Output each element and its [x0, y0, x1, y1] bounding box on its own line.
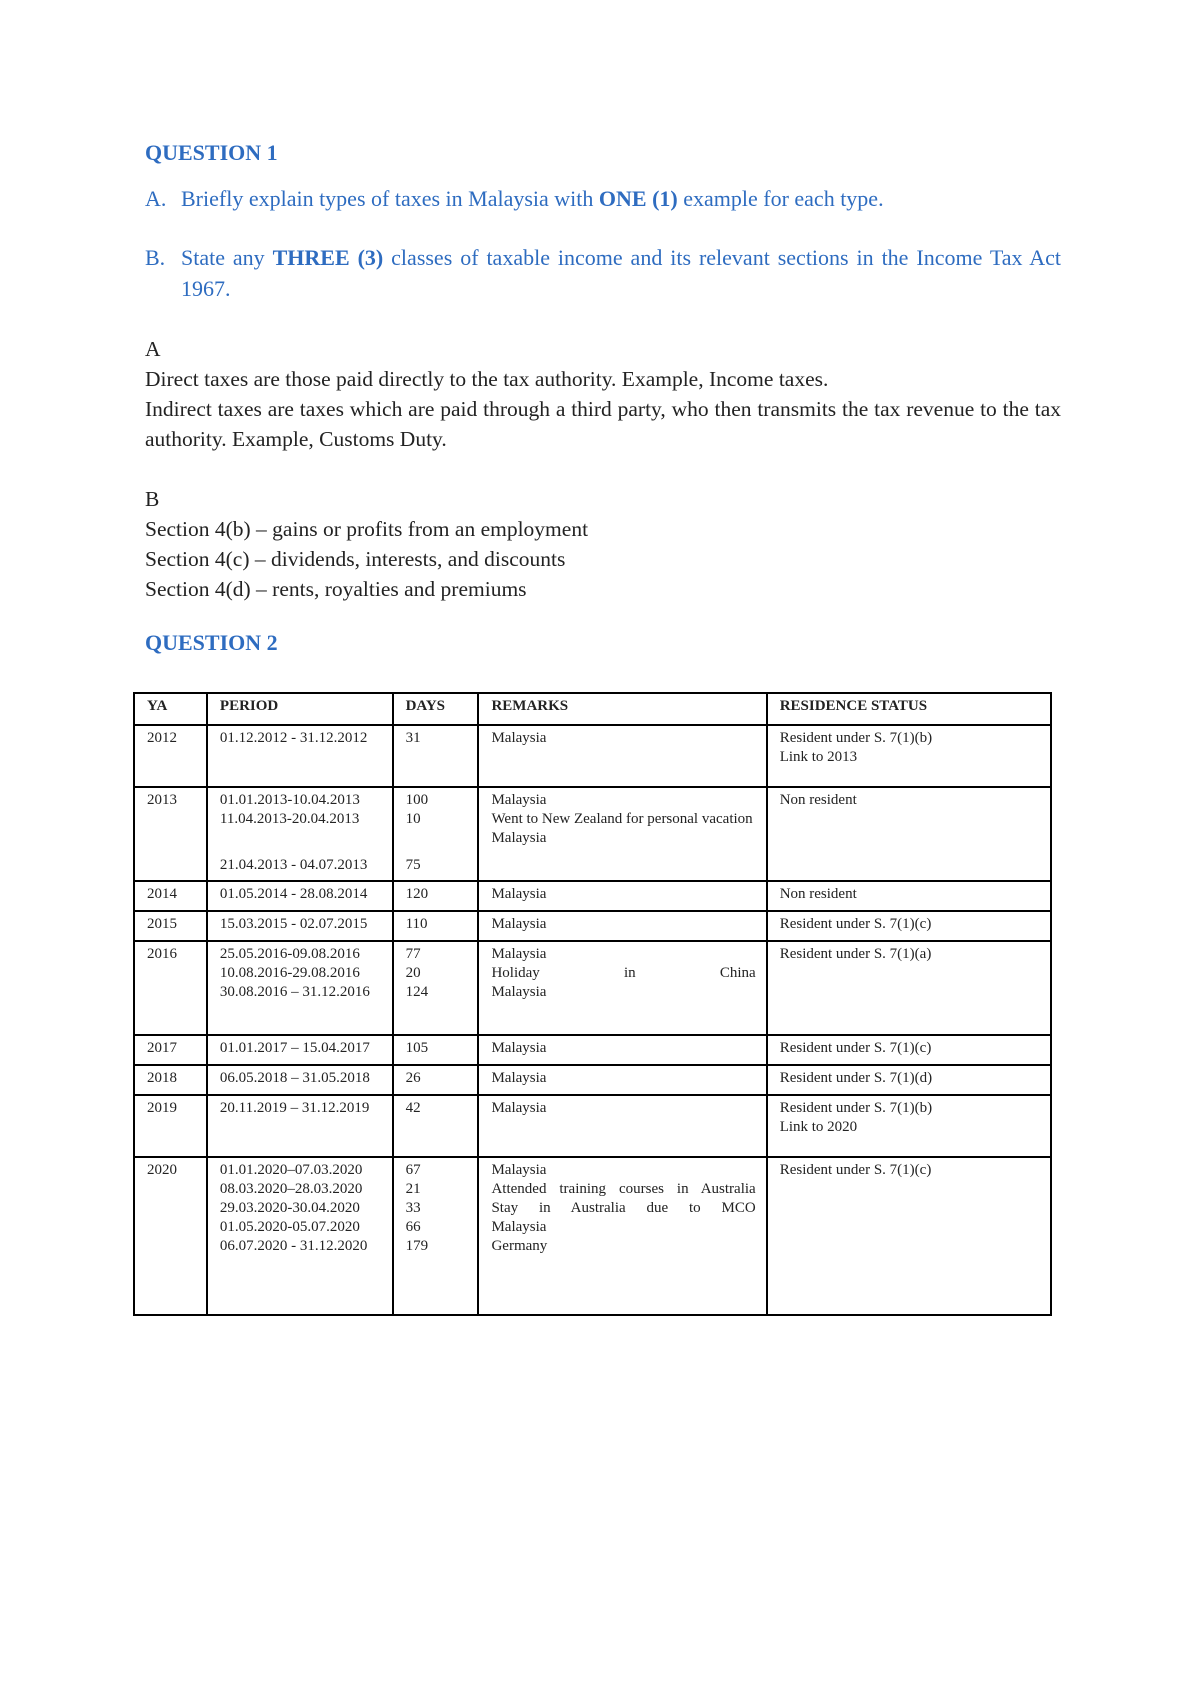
remarks-line: Malaysia: [491, 1219, 547, 1235]
remarks-line: Stay in Australia due to MCO: [491, 1200, 756, 1216]
days-line: 124: [405, 984, 429, 1000]
cell-period: [207, 1065, 393, 1095]
cell-remarks: [478, 1035, 766, 1065]
cell-ya: 2015: [134, 911, 207, 941]
cell-status: [767, 1095, 1051, 1157]
cell-remarks: [478, 911, 766, 941]
cell-status: [767, 1065, 1051, 1095]
period-line: 06.05.2018 – 31.05.2018: [219, 1070, 370, 1086]
days-line: 100: [405, 792, 429, 808]
period-line: 01.01.2017 – 15.04.2017: [219, 1040, 370, 1056]
cell-ya: 2014: [134, 881, 207, 911]
period-line: 08.03.2020–28.03.2020: [219, 1181, 363, 1197]
answer-a-heading: A: [145, 337, 161, 361]
status-line: Resident under S. 7(1)(d): [779, 1070, 933, 1086]
period-line: 15.03.2015 - 02.07.2015: [219, 916, 368, 932]
period-line: 30.08.2016 – 31.12.2016: [219, 984, 370, 1000]
days-line: 20: [405, 965, 421, 981]
remarks-line: Attended training courses in Australia: [491, 1181, 756, 1197]
answer-b-section-4b: Section 4(b) – gains or profits from an employment: [145, 517, 589, 541]
cell-days: [393, 911, 479, 941]
cell-days: [393, 941, 479, 1035]
status-line: Resident under S. 7(1)(a): [779, 946, 932, 962]
status-line: Non resident: [779, 886, 857, 902]
remarks-line: Malaysia: [491, 886, 547, 902]
remarks-line: Malaysia: [491, 792, 547, 808]
question-1a-label: A.: [145, 186, 167, 211]
answer-b-section-4d: Section 4(d) – rents, royalties and premiums: [145, 577, 527, 601]
answer-b-heading: B: [145, 487, 160, 511]
cell-ya: 2016: [134, 941, 207, 1035]
days-line: 105: [405, 1040, 429, 1056]
remarks-line: Malaysia: [491, 730, 547, 746]
remarks-line: Germany: [491, 1238, 548, 1254]
period-line: [220, 829, 382, 848]
cell-status: [767, 881, 1051, 911]
cell-status: [767, 911, 1051, 941]
header-ya: YA: [134, 693, 207, 725]
cell-days: [393, 1157, 479, 1315]
table-row: [134, 1157, 1051, 1315]
days-line: 77: [405, 946, 421, 962]
cell-ya: 2013: [134, 787, 207, 881]
days-line: 67: [405, 1162, 421, 1178]
question-1a-text-post: example for each type.: [683, 186, 884, 211]
period-line: 01.12.2012 - 31.12.2012: [219, 730, 368, 746]
cell-days: [393, 725, 479, 787]
cell-days: [393, 881, 479, 911]
question-1a-text-pre: Briefly explain types of taxes in Malaysia with: [181, 186, 594, 211]
cell-ya: 2012: [134, 725, 207, 787]
cell-period: [207, 725, 393, 787]
days-line: 110: [405, 916, 428, 932]
status-line: Resident under S. 7(1)(c): [779, 1162, 932, 1178]
period-line: 01.05.2020-05.07.2020: [219, 1219, 360, 1235]
header-remarks: REMARKS: [478, 693, 766, 725]
status-line: Resident under S. 7(1)(c): [779, 1040, 932, 1056]
cell-status: [767, 1157, 1051, 1315]
answer-a-indirect-taxes: Indirect taxes are taxes which are paid through a third party, who then transmits the tax revenue to the tax authority. Example, Customs Duty.: [145, 397, 1061, 451]
cell-days: [393, 1035, 479, 1065]
cell-remarks: [478, 1095, 766, 1157]
cell-period: [207, 881, 393, 911]
question-1b: [145, 242, 1061, 304]
status-line: Resident under S. 7(1)(b): [779, 730, 933, 746]
cell-remarks: [478, 1157, 766, 1315]
cell-ya: 2018: [134, 1065, 207, 1095]
cell-remarks: [478, 941, 766, 1035]
question-1a-emphasis: ONE (1): [598, 186, 678, 211]
cell-days: [393, 787, 479, 881]
cell-period: [207, 1035, 393, 1065]
cell-ya: 2019: [134, 1095, 207, 1157]
days-line: [406, 829, 468, 848]
table-row: [134, 1065, 1051, 1095]
days-line: 42: [405, 1100, 421, 1116]
residence-status-table: [133, 692, 1052, 1316]
period-line: 20.11.2019 – 31.12.2019: [219, 1100, 370, 1116]
days-line: 120: [405, 886, 429, 902]
cell-period: [207, 911, 393, 941]
cell-days: [393, 1095, 479, 1157]
status-link-line: Link to 2013: [779, 749, 858, 765]
remarks-line: Malaysia: [491, 1040, 547, 1056]
cell-ya: 2017: [134, 1035, 207, 1065]
question-2-title: QUESTION 2: [145, 630, 278, 655]
cell-remarks: [478, 725, 766, 787]
question-1b-label: B.: [145, 245, 166, 270]
period-line: 01.01.2013-10.04.2013: [219, 792, 360, 808]
table-row: [134, 787, 1051, 881]
table-row: [134, 881, 1051, 911]
cell-period: [207, 787, 393, 881]
remarks-line: Malaysia: [491, 916, 547, 932]
days-line: 75: [405, 857, 421, 873]
question-1b-text-pre: State any: [181, 245, 265, 270]
cell-status: [767, 787, 1051, 881]
remarks-line: Malaysia: [491, 1070, 547, 1086]
table-header-row: [134, 693, 1051, 725]
status-line: Non resident: [779, 792, 857, 808]
cell-remarks: [478, 1065, 766, 1095]
cell-ya: 2020: [134, 1157, 207, 1315]
days-line: 66: [405, 1219, 421, 1235]
period-line: 01.05.2014 - 28.08.2014: [219, 886, 368, 902]
question-1b-text-post: classes of taxable income and its relevant sections in the Income Tax Act 1967.: [181, 245, 1062, 301]
status-line: Resident under S. 7(1)(c): [779, 916, 932, 932]
question-1-title: QUESTION 1: [145, 140, 278, 165]
period-line: 06.07.2020 - 31.12.2020: [219, 1238, 368, 1254]
cell-status: [767, 725, 1051, 787]
remarks-line: Malaysia: [491, 1100, 547, 1116]
question-1a: [145, 183, 1061, 214]
header-residence-status: RESIDENCE STATUS: [767, 693, 1051, 725]
cell-status: [767, 941, 1051, 1035]
cell-period: [207, 1095, 393, 1157]
remarks-line: Malaysia: [491, 984, 547, 1000]
cell-days: [393, 1065, 479, 1095]
table-row: [134, 725, 1051, 787]
cell-remarks: [478, 787, 766, 881]
status-line: Resident under S. 7(1)(b): [779, 1100, 933, 1116]
period-line: 01.01.2020–07.03.2020: [219, 1162, 363, 1178]
period-line: 11.04.2013-20.04.2013: [219, 811, 360, 827]
days-line: 33: [405, 1200, 421, 1216]
table-row: [134, 941, 1051, 1035]
remarks-line: Malaysia: [491, 830, 547, 846]
remarks-line: Went to New Zealand for personal vacation: [491, 811, 753, 827]
period-line: 29.03.2020-30.04.2020: [219, 1200, 360, 1216]
cell-status: [767, 1035, 1051, 1065]
remarks-line: Malaysia: [491, 1162, 547, 1178]
days-line: 26: [405, 1070, 421, 1086]
period-line: 25.05.2016-09.08.2016: [219, 946, 360, 962]
cell-period: [207, 1157, 393, 1315]
question-1b-emphasis: THREE (3): [272, 245, 384, 270]
table-row: [134, 1035, 1051, 1065]
header-period: PERIOD: [207, 693, 393, 725]
cell-period: [207, 941, 393, 1035]
document-page: [145, 140, 1061, 656]
remarks-line: Holiday in China: [491, 965, 756, 981]
remarks-line: Malaysia: [491, 946, 547, 962]
table-row: [134, 911, 1051, 941]
days-line: 179: [405, 1238, 429, 1254]
days-line: 31: [405, 730, 421, 746]
period-line: 10.08.2016-29.08.2016: [219, 965, 360, 981]
status-link-line: Link to 2020: [779, 1119, 858, 1135]
cell-remarks: [478, 881, 766, 911]
days-line: 21: [405, 1181, 421, 1197]
answer-a-direct-taxes: Direct taxes are those paid directly to the tax authority. Example, Income taxes.: [145, 367, 829, 391]
header-days: DAYS: [393, 693, 479, 725]
answer-b-section-4c: Section 4(c) – dividends, interests, and discounts: [145, 547, 566, 571]
table-row: [134, 1095, 1051, 1157]
period-line: 21.04.2013 - 04.07.2013: [219, 857, 368, 873]
days-line: 10: [405, 811, 421, 827]
